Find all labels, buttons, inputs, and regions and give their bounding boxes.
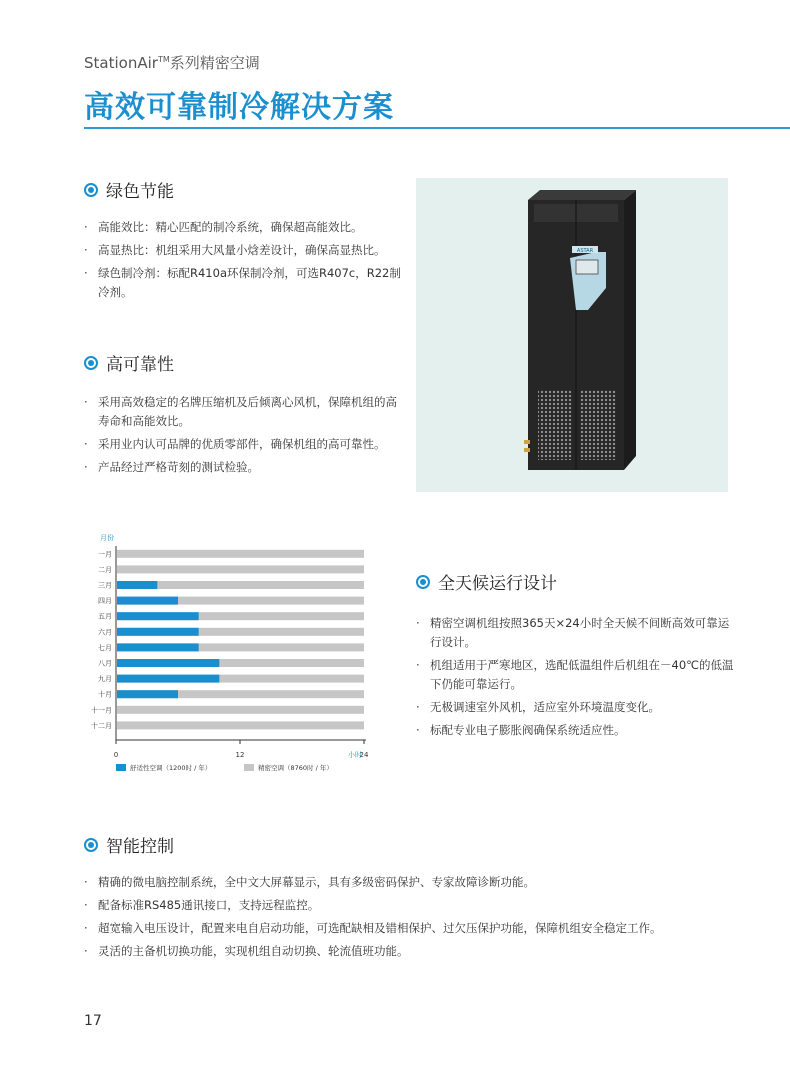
section-title: 全天候运行设计 (438, 574, 557, 594)
list-item: · 采用高效稳定的名牌压缩机及后倾离心风机，保障机组的高寿命和高能效比。 (84, 393, 404, 431)
x-axis-label: 小时 (348, 751, 362, 759)
page-title: 高效可靠制冷解决方案 (84, 90, 394, 125)
category-label: 三月 (98, 581, 112, 590)
trademark: TM (157, 55, 170, 64)
list-item: · 配备标准RS485通讯接口，支持远程监控。 (84, 896, 744, 915)
series-title (84, 52, 260, 73)
page-number: 17 (84, 1013, 102, 1029)
legend-label: 舒适性空调（1200时 / 年） (130, 764, 212, 772)
bullet-list (416, 614, 736, 740)
bar-comfort (117, 659, 219, 667)
category-label: 九月 (98, 675, 112, 684)
x-tick-label: 24 (359, 751, 369, 759)
category-label: 十一月 (91, 706, 112, 715)
bar-comfort (117, 628, 199, 636)
bar-precision (117, 550, 364, 558)
category-label: 一月 (98, 550, 112, 559)
series-name: StationAir (84, 54, 158, 72)
bar-precision (117, 706, 364, 714)
bar-comfort (117, 690, 178, 698)
list-item: · 高能效比：精心匹配的制冷系统，确保超高能效比。 (84, 218, 404, 237)
bullet-list (84, 393, 404, 477)
x-tick-label: 0 (113, 751, 119, 759)
section-green (84, 177, 404, 306)
bar-comfort (117, 612, 199, 620)
precision-ac-cabinet-icon (416, 178, 728, 492)
category-label: 十月 (98, 690, 112, 699)
bullet-list (84, 218, 404, 302)
list-item: · 产品经过严格苛刻的测试检验。 (84, 458, 404, 477)
circle-bullet-icon (84, 356, 98, 370)
bar-comfort (117, 581, 157, 589)
category-label: 十二月 (91, 721, 112, 730)
bar-precision (117, 565, 364, 573)
legend-swatch (116, 764, 126, 771)
section-title: 智能控制 (106, 837, 174, 857)
legend-label: 精密空调（8760时 / 年） (258, 764, 333, 772)
brand-label: ASTAR (576, 248, 594, 254)
list-item: · 超宽输入电压设计，配置来电自启动功能，可选配缺相及错相保护、过欠压保护功能，保障机组安全稳定工作。 (84, 919, 744, 938)
section-smart (84, 832, 744, 965)
section-reliable (84, 350, 404, 481)
list-item: · 机组适用于严寒地区，选配低温组件后机组在－40℃的低温下仍能可靠运行。 (416, 656, 736, 694)
bar-comfort (117, 643, 199, 651)
section-title: 高可靠性 (106, 355, 174, 375)
section-title: 绿色节能 (106, 182, 174, 202)
title-divider (84, 127, 790, 129)
section-allweather (416, 569, 736, 744)
list-item: · 高显热比：机组采用大风量小焓差设计，确保高显热比。 (84, 241, 404, 260)
bar-precision (117, 721, 364, 729)
series-suffix: 系列精密空调 (169, 54, 260, 72)
list-item: · 采用业内认可品牌的优质零部件，确保机组的高可靠性。 (84, 435, 404, 454)
list-item: · 精密空调机组按照365天×24小时全天候不间断高效可靠运行设计。 (416, 614, 736, 652)
x-tick-label: 12 (235, 751, 245, 759)
circle-bullet-icon (416, 575, 430, 589)
list-item: · 精确的微电脑控制系统，全中文大屏幕显示，具有多级密码保护、专家故障诊断功能。 (84, 873, 744, 892)
category-label: 五月 (98, 612, 112, 621)
circle-bullet-icon (84, 183, 98, 197)
product-photo (416, 178, 728, 492)
y-axis-label: 月份 (100, 534, 114, 542)
category-label: 六月 (98, 628, 112, 637)
legend-swatch (244, 764, 254, 771)
list-item: · 无极调速室外风机，适应室外环境温度变化。 (416, 698, 736, 717)
bar-comfort (117, 597, 178, 605)
bullet-list (84, 873, 744, 961)
section-heading (84, 177, 404, 202)
bar-chart (84, 528, 374, 778)
list-item: · 灵活的主备机切换功能，实现机组自动切换、轮流值班功能。 (84, 942, 744, 961)
list-item: · 绿色制冷剂：标配R410a环保制冷剂，可选R407c，R22制冷剂。 (84, 264, 404, 302)
section-heading (84, 832, 744, 857)
category-label: 四月 (98, 597, 112, 606)
section-heading (84, 350, 404, 375)
category-label: 七月 (98, 643, 112, 652)
category-label: 八月 (98, 659, 112, 668)
list-item: · 标配专业电子膨胀阀确保系统适应性。 (416, 721, 736, 740)
circle-bullet-icon (84, 838, 98, 852)
section-heading (416, 569, 736, 594)
bar-comfort (117, 675, 219, 683)
category-label: 二月 (98, 565, 112, 574)
